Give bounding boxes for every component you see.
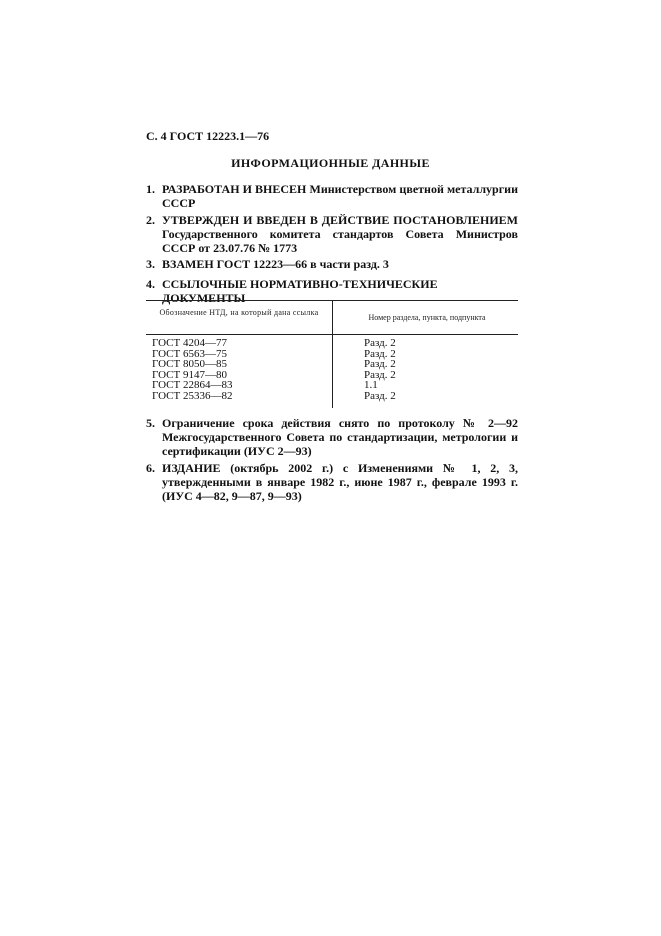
item-text [162, 182, 518, 210]
item-lead: РАЗРАБОТАН И ВНЕСЕН [162, 182, 307, 196]
table-cell-ref: Разд. 2 [364, 358, 396, 371]
table-column-divider [332, 300, 333, 408]
table-cell-doc: ГОСТ 6563—75 [152, 347, 227, 360]
table-header-doc: Обозначение НТД, на который дана ссылка [159, 308, 319, 317]
item-text [162, 213, 518, 255]
table-cell-ref: 1.1 [364, 379, 378, 392]
item-rest: Ограничение срока действия снято по протоколу № 2—92 Межгосударственного Совета по стандартизации, метрологии и сертификации (ИУС 2—93) [162, 416, 518, 458]
item-number: 1. [146, 182, 155, 196]
table-col-docs [152, 338, 232, 402]
item-number: 2. [146, 213, 155, 227]
info-item-1 [146, 182, 518, 210]
item-rest: Государственного комитета стандартов Совета Министров СССР от 23.07.76 № 1773 [162, 227, 518, 255]
item-number: 6. [146, 461, 155, 475]
info-item-5 [146, 416, 518, 458]
table-header-section: Номер раздела, пункта, подпункта [368, 313, 486, 322]
item-number: 4. [146, 277, 155, 291]
item-lead: ВЗАМЕН ГОСТ 12223—66 [162, 257, 308, 271]
item-rest: Министерством цветной металлургии СССР [162, 182, 519, 210]
table-cell-doc: ГОСТ 4204—77 [152, 337, 227, 349]
table-cell-doc: ГОСТ 22864—83 [152, 379, 233, 392]
item-number: 3. [146, 257, 155, 271]
item-rest: (октябрь 2002 г.) с Изменениями № 1, 2, 3, утвержденными в январе 1982 г., июне 1987 г., феврале 1993 г. (ИУС 4—82, 9—87, 9—93) [162, 461, 518, 503]
item-text [162, 461, 518, 503]
item-lead: ССЫЛОЧНЫЕ НОРМАТИВНО-ТЕХНИЧЕСКИЕ ДОКУМЕНТЫ [162, 277, 438, 305]
table-cell-doc: ГОСТ 9147—80 [152, 368, 227, 381]
table-col-refs [364, 338, 396, 402]
item-text [162, 257, 518, 271]
section-title: ИНФОРМАЦИОННЫЕ ДАННЫЕ [231, 156, 430, 170]
item-rest: в части разд. 3 [307, 257, 389, 271]
item-lead: ИЗДАНИЕ [162, 461, 221, 475]
item-lead: УТВЕРЖДЕН И ВВЕДЕН В ДЕЙСТВИЕ ПОСТАНОВЛЕНИЕМ [162, 213, 518, 227]
table-cell-ref: Разд. 2 [364, 337, 396, 349]
table-cell-doc: ГОСТ 8050—85 [152, 358, 227, 371]
info-item-6 [146, 461, 518, 503]
table-cell-doc: ГОСТ 25336—82 [152, 389, 233, 402]
item-number: 5. [146, 416, 155, 430]
info-item-3 [146, 257, 518, 271]
reference-table [146, 300, 518, 408]
table-cell-ref: Разд. 2 [364, 347, 396, 360]
page-header: С. 4 ГОСТ 12223.1—76 [146, 129, 270, 143]
table-cell-ref: Разд. 2 [364, 389, 396, 402]
table-cell-ref: Разд. 2 [364, 368, 396, 381]
item-text [162, 416, 518, 458]
info-item-2 [146, 213, 518, 255]
